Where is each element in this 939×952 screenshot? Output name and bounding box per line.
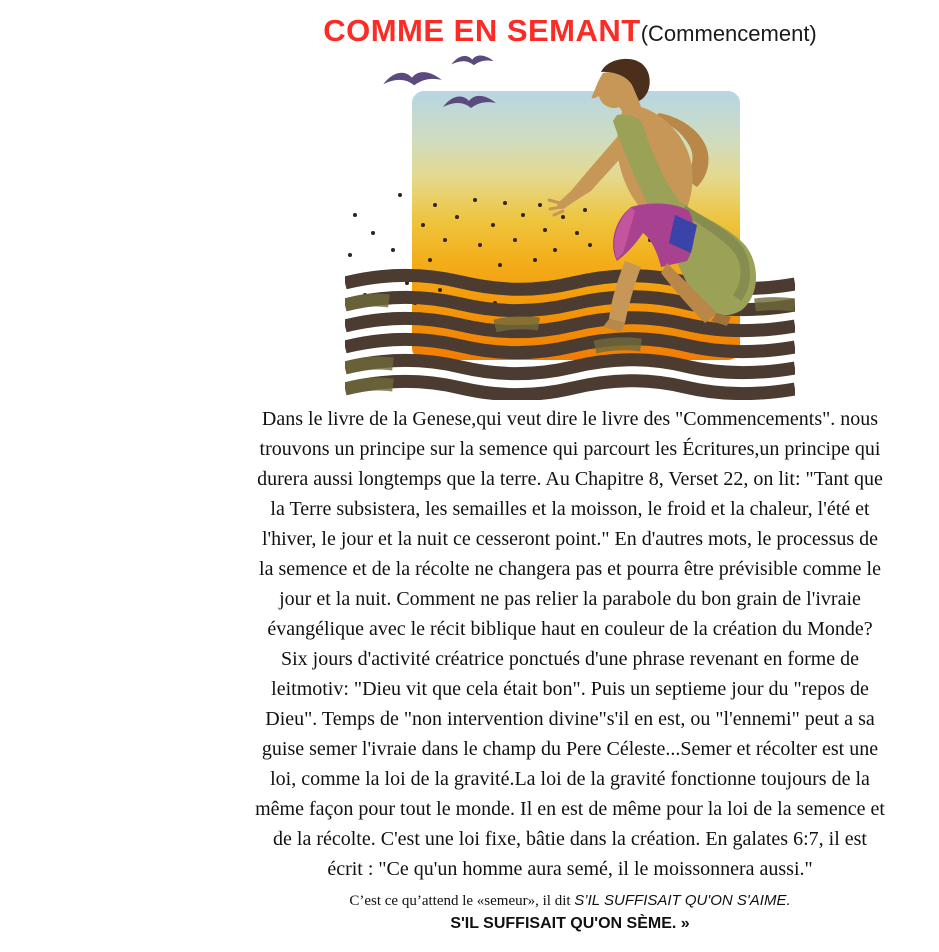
- paragraph-line: la Terre subsistera, les semailles et la moisson, le froid et la chaleur, l'été et: [270, 498, 870, 520]
- paragraph-line: Dieu". Temps de "non intervention divine"s'il en est, ou "l'ennemi" peut a sa: [265, 708, 875, 730]
- paragraph-line: la semence et de la récolte ne changera pas et pourra être prévisible comme le: [259, 558, 881, 580]
- footer-quote-emphasis: S’IL SUFFISAIT QU'ON S'AIME.: [574, 892, 791, 909]
- page-subtitle: (Commencement): [640, 21, 817, 46]
- paragraph-line: trouvons un principe sur la semence qui parcourt les Écritures,un principe qui: [259, 438, 881, 460]
- paragraph-line: loi, comme la loi de la gravité.La loi de la gravité fonctionne toujours de la: [270, 768, 870, 790]
- footer-quote-prefix: C’est ce qu’attend le «semeur», il dit: [349, 893, 575, 909]
- content-column: [201, 0, 939, 936]
- paragraph-line: leitmotiv: "Dieu vit que cela était bon". Puis un septieme jour du "repos de: [271, 678, 869, 700]
- page-header: [201, 0, 939, 49]
- paragraph-line: Dans le livre de la Genese,qui veut dire le livre des "Commencements". nous: [261, 408, 879, 430]
- sower-illustration: [345, 55, 795, 400]
- paragraph-line: même façon pour tout le monde. Il en est de même pour la loi de la semence et: [255, 798, 885, 820]
- paragraph-line: l'hiver, le jour et la nuit ce cesseront point." En d'autres mots, le processus de: [261, 528, 879, 550]
- page-footer: [201, 890, 939, 936]
- paragraph-line: évangélique avec le récit biblique haut en couleur de la création du Monde?: [267, 618, 873, 640]
- footer-motto-line: S'IL SUFFISAIT QU'ON SÈME. »: [450, 915, 690, 932]
- paragraph-line: de la récolte. C'est une loi fixe, bâtie dans la création. En galates 6:7, il est: [273, 828, 867, 850]
- footer-quote-line: [201, 890, 939, 912]
- paragraph-line: jour et la nuit. Comment ne pas relier la parabole du bon grain de l'ivraie: [279, 588, 861, 610]
- paragraph-line: guise semer l'ivraie dans le champ du Pere Céleste...Semer et récolter est une: [261, 738, 879, 760]
- paragraph-line: durera aussi longtemps que la terre. Au Chapitre 8, Verset 22, on lit: "Tant que: [257, 468, 883, 490]
- paragraph-line: Six jours d'activité créatrice ponctués d'une phrase revenant en forme de: [280, 648, 860, 670]
- paragraph-line: écrit : "Ce qu'un homme aura semé, il le moissonnera aussi.": [327, 858, 813, 880]
- page-title: COMME EN SEMANT: [323, 13, 641, 48]
- body-paragraph: [232, 404, 908, 884]
